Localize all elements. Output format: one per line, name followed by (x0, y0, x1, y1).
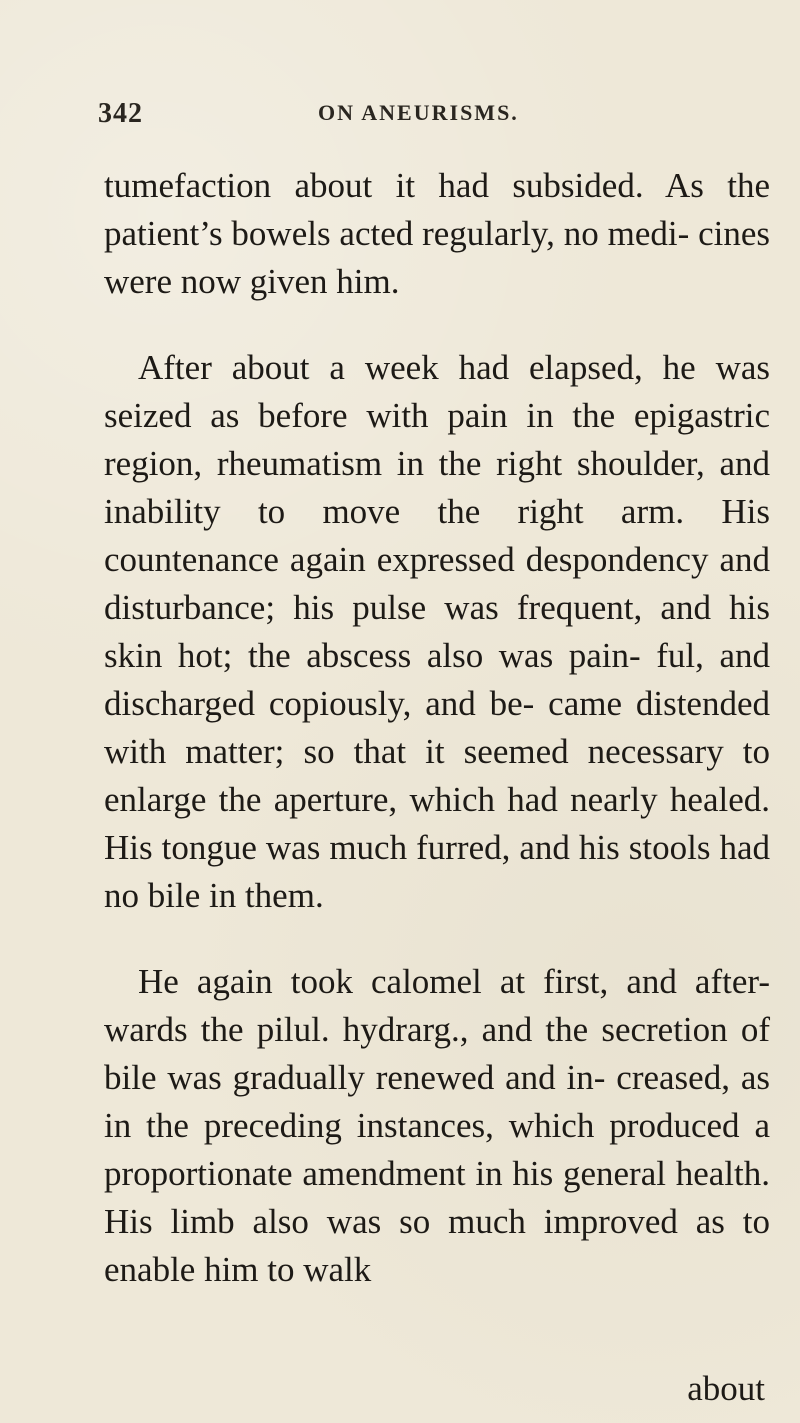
catchword: about (687, 1369, 765, 1408)
paragraph-1: tumefaction about it had subsided. As the patient’s bowels acted regularly, no medi- cines were now given him. (104, 166, 770, 301)
running-title: ON ANEURISMS. (318, 100, 519, 125)
paragraph-2: After about a week had elapsed, he was seized as before with pain in the epigastric region, rheumatism in the right shoulder, and inability to move the right arm. His countenance again expressed despondency and disturbance; his pulse was frequent, and his skin hot; the abscess also was pain- ful, and discharged copiously, and be- came distended with matter; so that it seemed necessary to enlarge the aperture, which had nearly healed. His tongue was much furred, and his stools had no bile in them. (104, 348, 770, 915)
page-header (98, 98, 710, 138)
paragraph-3: He again took calomel at first, and after- wards the pilul. hydrarg., and the secretion of bile was gradually renewed and in- creased, as in the preceding instances, which produced a proportionate amendment in his general health. His limb also was so much improved as to enable him to walk (104, 962, 770, 1289)
page-number: 342 (98, 98, 143, 129)
page-text (104, 162, 770, 1294)
